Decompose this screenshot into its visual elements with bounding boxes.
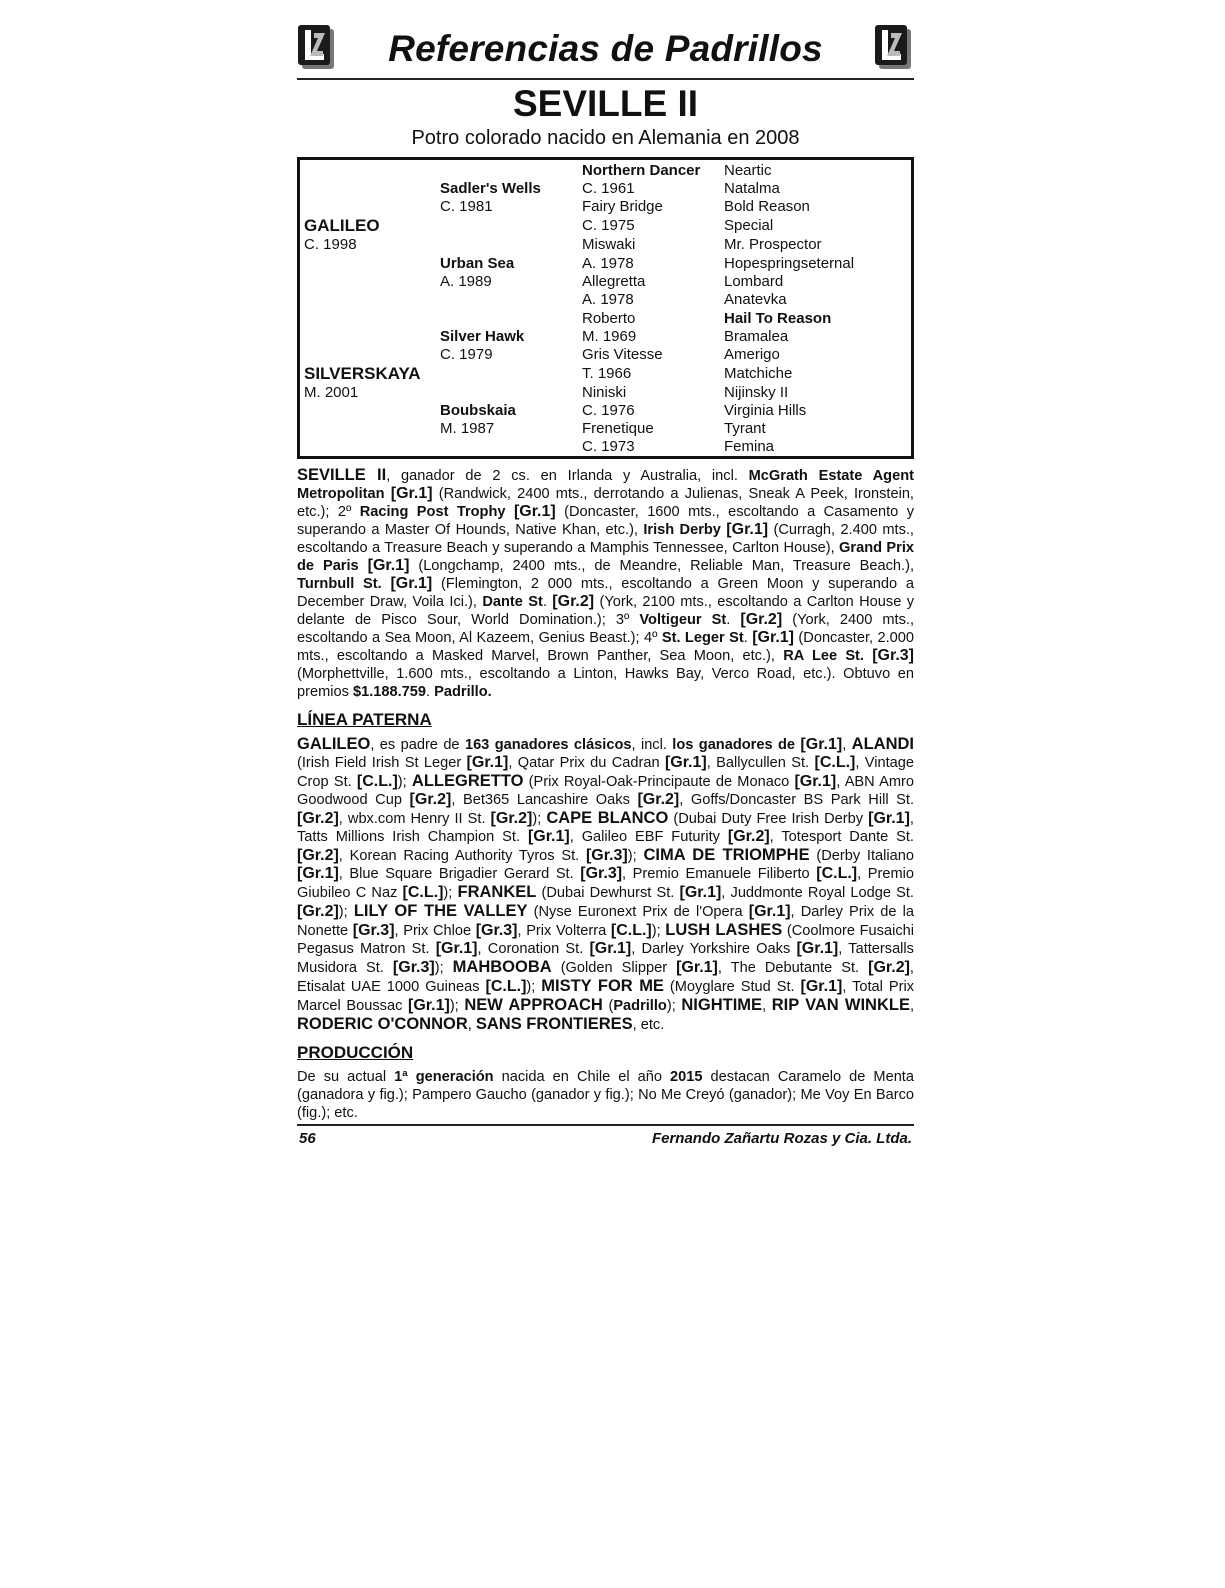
pedigree-cell: M. 1969 xyxy=(582,328,637,345)
page-footer xyxy=(297,1124,914,1150)
pedigree-cell: Miswaki xyxy=(582,236,636,253)
pedigree-cell: Northern Dancer xyxy=(582,162,701,179)
pedigree-table xyxy=(297,157,914,459)
logo-icon xyxy=(874,24,912,70)
pedigree-cell: C. 1979 xyxy=(440,346,493,363)
pedigree-cell: Roberto xyxy=(582,310,636,327)
pedigree-cell: A. 1978 xyxy=(582,255,634,272)
pedigree-cell: Silver Hawk xyxy=(440,328,525,345)
pedigree-cell: Anatevka xyxy=(724,291,787,308)
company-name: Fernando Zañartu Rozas y Cia. Ltda. xyxy=(651,1130,912,1147)
pedigree-cell: Allegretta xyxy=(582,273,646,290)
pedigree-cell: T. 1966 xyxy=(582,365,632,382)
pedigree-cell: Hopespringseternal xyxy=(724,255,855,272)
pedigree-cell: Boubskaia xyxy=(440,402,516,419)
pedigree-cell: C. 1961 xyxy=(582,180,635,197)
pedigree-cell: Bold Reason xyxy=(724,198,810,215)
pedigree-cell: C. 1998 xyxy=(304,236,357,253)
pedigree-cell: Virginia Hills xyxy=(724,402,807,419)
pedigree-cell: Neartic xyxy=(724,162,772,179)
page-number: 56 xyxy=(299,1130,316,1147)
pedigree-cell: A. 1978 xyxy=(582,291,634,308)
document-page xyxy=(297,22,914,1150)
pedigree-cell: Urban Sea xyxy=(440,255,515,272)
paternal-line-paragraph: GALILEO, es padre de 163 ganadores clásicos, incl. los ganadores de [Gr.1], ALANDI (Irish Field Irish St Leger [Gr.1], Qatar Prix du Cadran [Gr.1], Ballycullen St. [C.L.], Vintage Crop St. [C.L.]); ALLEGRETTO (Prix Royal-Oak-Principaute de Monaco [Gr.1], ABN Amro Goodwood Cup [Gr.2], Bet365 Lancashire Oaks [Gr.2], Goffs/Doncaster BS Park Hill St. [Gr.2], wbx.com Henry II St. [Gr.2]); CAPE BLANCO (Dubai Duty Free Irish Derby [Gr.1], Tatts Millions Irish Champion St. [Gr.1], Galileo EBF Futurity [Gr.2], Totesport Dante St. [Gr.2], Korean Racing Authority Tyros St. [Gr.3]); CIMA DE TRIOMPHE (Derby Italiano [Gr.1], Blue Square Brigadier Gerard St. [Gr.3], Premio Emanuele Filiberto [C.L.], Premio Giubileo C Naz [C.L.]); FRANKEL (Dubai Dewhurst St. [Gr.1], Juddmonte Royal Lodge St. [Gr.2]); LILY OF THE VALLEY (Nyse Euronext Prix de l'Opera [Gr.1], Darley Prix de la Nonette [Gr.3], Prix Chloe [Gr.3], Prix Volterra [C.L.]); LUSH LASHES (Coolmore Fusaichi Pegasus Matron St. [Gr.1], Coronation St. [Gr.1], Darley Yorkshire Oaks [Gr.1], Tattersalls Musidora St. [Gr.3]); MAHBOOBA (Golden Slipper [Gr.1], The Debutante St. [Gr.2], Etisalat UAE 1000 Guineas [C.L.]); MISTY FOR ME (Moyglare Stud St. [Gr.1], Total Prix Marcel Boussac [Gr.1]); NEW APPROACH (Padrillo); NIGHTIME, RIP VAN WINKLE, RODERIC O'CONNOR, SANS FRONTIERES, etc. xyxy=(297,735,915,1033)
pedigree-cell: SILVERSKAYA xyxy=(304,364,421,383)
production-paragraph: De su actual 1ª generación nacida en Chile el año 2015 destacan Caramelo de Menta (ganadora y fig.); Pampero Gaucho (ganador y fig.); No Me Creyó (ganador); Me Voy En Barco (fig.); etc. xyxy=(297,1069,914,1121)
pedigree-cell: Femina xyxy=(724,438,775,455)
pedigree-cell: M. 2001 xyxy=(304,384,359,401)
pedigree-cell: Sadler's Wells xyxy=(440,180,541,197)
pedigree-cell: Matchiche xyxy=(724,365,793,382)
pedigree-cell: Lombard xyxy=(724,273,784,290)
pedigree-cell: Tyrant xyxy=(724,420,766,437)
pedigree-cell: Amerigo xyxy=(724,346,780,363)
pedigree-cell: Frenetique xyxy=(582,420,654,437)
pedigree-cell: Niniski xyxy=(582,384,627,401)
pedigree-cell: Mr. Prospector xyxy=(724,236,822,253)
horse-name: SEVILLE II xyxy=(512,83,699,124)
pedigree-cell: M. 1987 xyxy=(440,420,495,437)
section-title-production: PRODUCCIÓN xyxy=(297,1043,414,1062)
pedigree-cell: Nijinsky II xyxy=(724,384,789,401)
pedigree-cell: Gris Vitesse xyxy=(582,346,663,363)
pedigree-cell: Natalma xyxy=(724,180,780,197)
pedigree-cell: C. 1973 xyxy=(582,438,635,455)
header-title: Referencias de Padrillos xyxy=(388,28,823,69)
pedigree-cell: C. 1976 xyxy=(582,402,635,419)
page-header xyxy=(297,22,914,80)
pedigree-cell: Special xyxy=(724,217,774,234)
pedigree-cell: Fairy Bridge xyxy=(582,198,663,215)
pedigree-cell: Hail To Reason xyxy=(724,310,832,327)
race-record-paragraph: SEVILLE II, ganador de 2 cs. en Irlanda y Australia, incl. McGrath Estate Agent Metropolitan [Gr.1] (Randwick, 2400 mts., derrotando a Julienas, Sneak A Peek, Ironstein, etc.); 2º Racing Post Trophy [Gr.1] (Doncaster, 1600 mts., escoltando a Casamento y superando a Master Of Hounds, Native Khan, etc.), Irish Derby [Gr.1] (Curragh, 2.400 mts., escoltando a Treasure Beach y superando a Mamphis Tennessee, Carlton House), Grand Prix de Paris [Gr.1] (Longchamp, 2400 mts., de Meandre, Reliable Man, Treasure Beach.), Turnbull St. [Gr.1] (Flemington, 2 000 mts., escoltando a Green Moon y superando a December Draw, Voila Ici.), Dante St. [Gr.2] (York, 2100 mts., escoltando a Carlton House y delante de Pisco Sour, World Domination.); 3º Voltigeur St. [Gr.2] (York, 2400 mts., escoltando a Sea Moon, Al Kazeem, Genius Beast.); 4º St. Leger St. [Gr.1] (Doncaster, 2.000 mts., escoltando a Masked Marvel, Brown Panther, Sea Moon, etc.), RA Lee St. [Gr.3] (Morphettville, 1.600 mts., escoltando a Linton, Hawks Bay, Verco Road, etc.). Obtuvo en premios $1.188.759. Padrillo. xyxy=(297,466,915,700)
pedigree-cell: GALILEO xyxy=(304,216,380,235)
section-title-paternal: LÍNEA PATERNA xyxy=(297,710,432,729)
pedigree-cell: Bramalea xyxy=(724,328,789,345)
pedigree-cell: C. 1981 xyxy=(440,198,493,215)
pedigree-cell: A. 1989 xyxy=(440,273,492,290)
pedigree-cell: C. 1975 xyxy=(582,217,635,234)
horse-description: Potro colorado nacido en Alemania en 2008 xyxy=(411,127,800,149)
